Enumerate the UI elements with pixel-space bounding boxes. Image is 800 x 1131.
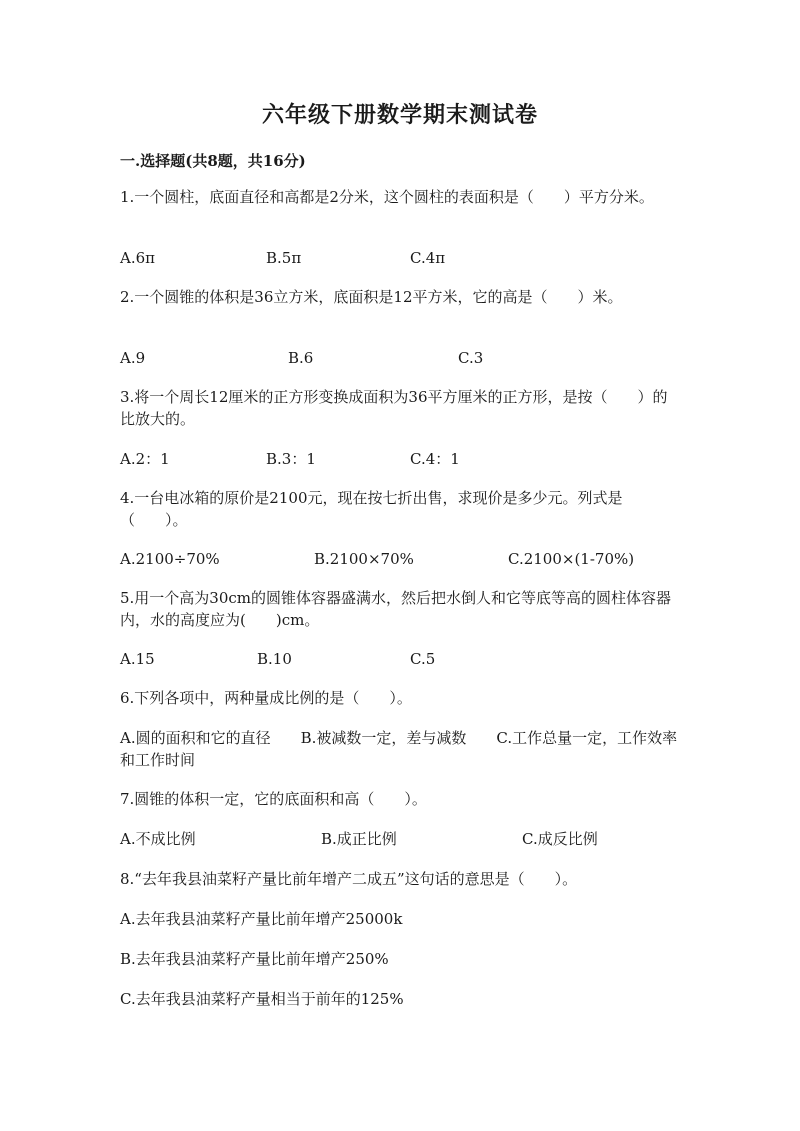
option-a[interactable]: A.6π	[120, 249, 156, 267]
question-1: 1.一个圆柱，底面直径和高都是2分米，这个圆柱的表面积是（ ）平方分米。	[120, 188, 654, 206]
option-b[interactable]: B.6	[288, 349, 314, 367]
option-c[interactable]: C.4：1	[410, 450, 460, 468]
option-a[interactable]: A.不成比例	[120, 830, 196, 848]
option-c[interactable]: C.5	[410, 650, 436, 668]
question-3-options	[120, 448, 680, 470]
question-7: 7.圆锥的体积一定，它的底面积和高（ ）。	[120, 790, 427, 808]
option-b[interactable]: B.3：1	[266, 450, 316, 468]
page-title: 六年级下册数学期末测试卷	[261, 102, 538, 128]
section-heading: 一.选择题(共8题，共16分)	[120, 152, 306, 170]
question-6: 6.下列各项中，两种量成比例的是（ ）。	[120, 689, 412, 707]
question-8: 8.“去年我县油菜籽产量比前年增产二成五”这句话的意思是（ ）。	[120, 870, 578, 888]
question-4-options	[120, 548, 680, 570]
question-5: 5.用一个高为30cm的圆锥体容器盛满水，然后把水倒人和它等底等高的圆柱体容器内，水的高度应为( )cm。	[120, 589, 672, 629]
question-6-options[interactable]: A.圆的面积和它的直径 B.被减数一定，差与减数 C.工作总量一定，工作效率和工作时间	[120, 729, 678, 769]
option-b[interactable]: B.5π	[266, 249, 302, 267]
question-2: 2.一个圆锥的体积是36立方米，底面积是12平方米，它的高是（ ）米。	[120, 288, 623, 306]
option-c[interactable]: C.4π	[410, 249, 446, 267]
question-3: 3.将一个周长12厘米的正方形变换成面积为36平方厘米的正方形，是按（ ）的比放大的。	[120, 388, 668, 428]
option-c[interactable]: C.成反比例	[522, 830, 598, 848]
option-b[interactable]: B.成正比例	[321, 830, 397, 848]
option-a[interactable]: A.2：1	[120, 450, 170, 468]
question-7-options	[120, 828, 680, 850]
question-8-option-a[interactable]: A.去年我县油菜籽产量比前年增产25000k	[120, 910, 403, 928]
option-a[interactable]: A.2100÷70%	[120, 550, 220, 568]
option-c[interactable]: C.3	[458, 349, 484, 367]
question-5-options	[120, 648, 680, 670]
option-c[interactable]: C.2100×(1-70%)	[508, 550, 635, 568]
option-a[interactable]: A.15	[120, 650, 155, 668]
question-8-option-c[interactable]: C.去年我县油菜籽产量相当于前年的125%	[120, 990, 404, 1008]
option-a[interactable]: A.9	[120, 349, 146, 367]
question-1-options	[120, 247, 680, 269]
question-4: 4.一台电冰箱的原价是2100元，现在按七折出售，求现价是多少元。列式是（ ）。	[120, 489, 623, 529]
option-b[interactable]: B.10	[257, 650, 292, 668]
option-b[interactable]: B.2100×70%	[314, 550, 414, 568]
question-8-option-b[interactable]: B.去年我县油菜籽产量比前年增产250%	[120, 950, 389, 968]
question-2-options	[120, 347, 680, 369]
